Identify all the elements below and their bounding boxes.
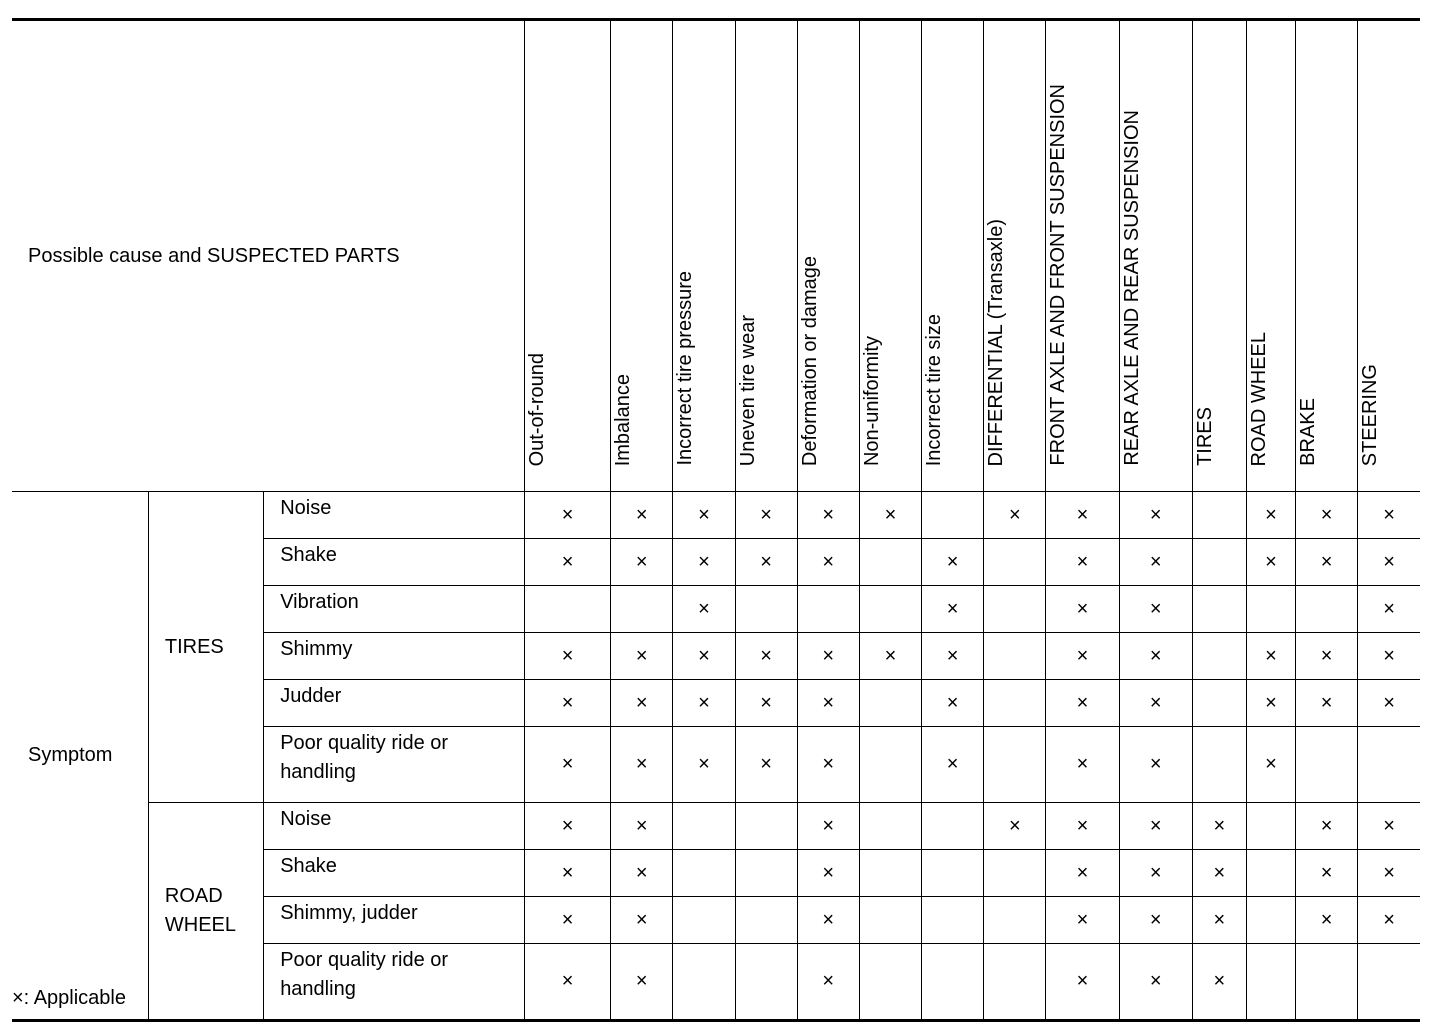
group-label: ROAD WHEEL — [148, 803, 263, 1021]
applicable-mark: × — [922, 727, 984, 803]
applicable-mark: × — [1358, 539, 1420, 586]
empty-cell — [1296, 944, 1358, 1021]
column-header — [524, 20, 610, 492]
empty-cell — [735, 586, 797, 633]
empty-cell — [922, 944, 984, 1021]
applicable-mark: × — [797, 727, 859, 803]
table-row — [12, 803, 1420, 850]
column-header — [859, 20, 921, 492]
empty-cell — [735, 944, 797, 1021]
symptom-name: Noise — [264, 492, 525, 539]
applicable-mark: × — [1192, 850, 1246, 897]
applicable-mark: × — [611, 727, 673, 803]
applicable-mark: × — [1296, 897, 1358, 944]
empty-cell — [1192, 680, 1246, 727]
empty-cell — [859, 539, 921, 586]
applicable-mark: × — [673, 539, 735, 586]
column-header-label: Non-uniformity — [860, 335, 883, 466]
empty-cell — [984, 680, 1046, 727]
applicable-mark: × — [611, 803, 673, 850]
applicable-mark: × — [1119, 897, 1192, 944]
applicable-mark: × — [1119, 492, 1192, 539]
applicable-mark: × — [1192, 803, 1246, 850]
empty-cell — [859, 897, 921, 944]
column-header — [922, 20, 984, 492]
column-header — [1192, 20, 1246, 492]
applicable-mark: × — [735, 539, 797, 586]
applicable-mark: × — [1296, 803, 1358, 850]
column-header — [735, 20, 797, 492]
applicable-mark: × — [1192, 897, 1246, 944]
symptom-label: Symptom — [12, 492, 148, 1021]
empty-cell — [922, 492, 984, 539]
applicable-mark: × — [1246, 680, 1295, 727]
empty-cell — [1192, 539, 1246, 586]
empty-cell — [984, 944, 1046, 1021]
empty-cell — [1192, 586, 1246, 633]
applicable-mark: × — [797, 944, 859, 1021]
applicable-mark: × — [1358, 803, 1420, 850]
applicable-mark: × — [524, 944, 610, 1021]
symptom-name: Shake — [264, 850, 525, 897]
applicable-mark: × — [1246, 539, 1295, 586]
applicable-mark: × — [797, 680, 859, 727]
empty-cell — [1296, 586, 1358, 633]
column-header-label: REAR AXLE AND REAR SUSPENSION — [1120, 110, 1143, 466]
empty-cell — [859, 680, 921, 727]
applicable-mark: × — [922, 539, 984, 586]
empty-cell — [984, 633, 1046, 680]
empty-cell — [735, 850, 797, 897]
empty-cell — [1358, 727, 1420, 803]
column-header-label: Imbalance — [612, 373, 635, 466]
applicable-mark: × — [1046, 539, 1119, 586]
column-header-label: ROAD WHEEL — [1247, 331, 1270, 466]
applicable-mark: × — [611, 539, 673, 586]
applicable-mark: × — [524, 897, 610, 944]
empty-cell — [611, 586, 673, 633]
applicable-mark: × — [1246, 727, 1295, 803]
column-header — [1246, 20, 1295, 492]
applicable-mark: × — [859, 633, 921, 680]
empty-cell — [859, 586, 921, 633]
column-header — [1358, 20, 1420, 492]
column-header — [1296, 20, 1358, 492]
empty-cell — [1296, 727, 1358, 803]
column-header — [611, 20, 673, 492]
empty-cell — [1358, 944, 1420, 1021]
applicable-mark: × — [611, 944, 673, 1021]
empty-cell — [673, 944, 735, 1021]
footnote: ×: Applicable — [12, 987, 126, 1009]
applicable-mark: × — [673, 727, 735, 803]
applicable-mark: × — [1296, 492, 1358, 539]
empty-cell — [735, 803, 797, 850]
applicable-mark: × — [524, 727, 610, 803]
applicable-mark: × — [984, 803, 1046, 850]
symptom-name: Noise — [264, 803, 525, 850]
applicable-mark: × — [611, 680, 673, 727]
applicable-mark: × — [524, 492, 610, 539]
column-header — [1046, 20, 1119, 492]
applicable-mark: × — [1296, 680, 1358, 727]
symptom-name: Poor quality ride or handling — [264, 944, 525, 1021]
empty-cell — [1246, 586, 1295, 633]
applicable-mark: × — [611, 850, 673, 897]
applicable-mark: × — [611, 897, 673, 944]
applicable-mark: × — [673, 633, 735, 680]
column-header-label: Incorrect tire pressure — [674, 271, 697, 466]
applicable-mark: × — [797, 850, 859, 897]
column-header-label: Out-of-round — [525, 352, 548, 466]
applicable-mark: × — [1119, 944, 1192, 1021]
applicable-mark: × — [1046, 850, 1119, 897]
applicable-mark: × — [735, 680, 797, 727]
empty-cell — [922, 850, 984, 897]
applicable-mark: × — [1246, 633, 1295, 680]
empty-cell — [922, 803, 984, 850]
empty-cell — [1192, 727, 1246, 803]
applicable-mark: × — [735, 727, 797, 803]
applicable-mark: × — [1358, 850, 1420, 897]
empty-cell — [1192, 633, 1246, 680]
column-header — [797, 20, 859, 492]
empty-cell — [1246, 897, 1295, 944]
column-header-label: DIFFERENTIAL (Transaxle) — [985, 218, 1008, 466]
column-header-label: BRAKE — [1297, 398, 1320, 466]
column-header — [673, 20, 735, 492]
applicable-mark: × — [1119, 850, 1192, 897]
empty-cell — [524, 586, 610, 633]
applicable-mark: × — [1192, 944, 1246, 1021]
column-header-label: TIRES — [1193, 407, 1216, 466]
applicable-mark: × — [611, 633, 673, 680]
empty-cell — [859, 727, 921, 803]
applicable-mark: × — [1246, 492, 1295, 539]
empty-cell — [673, 850, 735, 897]
empty-cell — [797, 586, 859, 633]
empty-cell — [1246, 944, 1295, 1021]
applicable-mark: × — [1296, 539, 1358, 586]
empty-cell — [859, 803, 921, 850]
empty-cell — [735, 897, 797, 944]
applicable-mark: × — [1046, 803, 1119, 850]
applicable-mark: × — [1046, 897, 1119, 944]
applicable-mark: × — [797, 803, 859, 850]
applicable-mark: × — [1358, 586, 1420, 633]
applicable-mark: × — [859, 492, 921, 539]
applicable-mark: × — [673, 492, 735, 539]
applicable-mark: × — [1119, 727, 1192, 803]
applicable-mark: × — [1046, 727, 1119, 803]
group-label: TIRES — [148, 492, 263, 803]
applicable-mark: × — [673, 586, 735, 633]
empty-cell — [984, 727, 1046, 803]
column-header-label: STEERING — [1359, 363, 1382, 466]
applicable-mark: × — [1296, 850, 1358, 897]
symptom-name: Shimmy — [264, 633, 525, 680]
applicable-mark: × — [922, 586, 984, 633]
table-body — [12, 20, 1420, 1021]
column-header-label: Incorrect tire size — [923, 313, 946, 466]
applicable-mark: × — [1046, 586, 1119, 633]
empty-cell — [673, 897, 735, 944]
column-header-label: FRONT AXLE AND FRONT SUSPENSION — [1047, 84, 1070, 466]
applicable-mark: × — [611, 492, 673, 539]
applicable-mark: × — [1358, 680, 1420, 727]
applicable-mark: × — [922, 633, 984, 680]
empty-cell — [859, 850, 921, 897]
symptom-name: Shimmy, judder — [264, 897, 525, 944]
empty-cell — [984, 897, 1046, 944]
column-header-label: Deformation or damage — [798, 255, 821, 466]
applicable-mark: × — [984, 492, 1046, 539]
applicable-mark: × — [1358, 633, 1420, 680]
empty-cell — [673, 803, 735, 850]
applicable-mark: × — [797, 633, 859, 680]
empty-cell — [859, 944, 921, 1021]
applicable-mark: × — [1046, 944, 1119, 1021]
column-header-label: Uneven tire wear — [736, 314, 759, 466]
applicable-mark: × — [1119, 586, 1192, 633]
symptom-name: Poor quality ride or handling — [264, 727, 525, 803]
applicable-mark: × — [524, 680, 610, 727]
header-row — [12, 20, 1420, 492]
applicable-mark: × — [735, 633, 797, 680]
empty-cell — [922, 897, 984, 944]
empty-cell — [984, 850, 1046, 897]
symptom-name: Vibration — [264, 586, 525, 633]
corner-label: Possible cause and SUSPECTED PARTS — [12, 20, 524, 492]
applicable-mark: × — [1119, 633, 1192, 680]
applicable-mark: × — [797, 539, 859, 586]
applicable-mark: × — [735, 492, 797, 539]
applicable-mark: × — [797, 492, 859, 539]
symptom-name: Shake — [264, 539, 525, 586]
applicable-mark: × — [524, 803, 610, 850]
applicable-mark: × — [1119, 539, 1192, 586]
empty-cell — [1246, 850, 1295, 897]
applicable-mark: × — [524, 850, 610, 897]
applicable-mark: × — [1046, 492, 1119, 539]
applicable-mark: × — [524, 539, 610, 586]
applicable-mark: × — [673, 680, 735, 727]
table-row — [12, 492, 1420, 539]
applicable-mark: × — [1119, 680, 1192, 727]
applicable-mark: × — [1046, 680, 1119, 727]
column-header — [1119, 20, 1192, 492]
applicable-mark: × — [1358, 897, 1420, 944]
symptom-name: Judder — [264, 680, 525, 727]
empty-cell — [1246, 803, 1295, 850]
diagnosis-table — [12, 18, 1420, 1022]
empty-cell — [984, 586, 1046, 633]
empty-cell — [984, 539, 1046, 586]
applicable-mark: × — [797, 897, 859, 944]
applicable-mark: × — [1119, 803, 1192, 850]
empty-cell — [1192, 492, 1246, 539]
applicable-mark: × — [1046, 633, 1119, 680]
applicable-mark: × — [1296, 633, 1358, 680]
applicable-mark: × — [922, 680, 984, 727]
applicable-mark: × — [1358, 492, 1420, 539]
applicable-mark: × — [524, 633, 610, 680]
column-header — [984, 20, 1046, 492]
